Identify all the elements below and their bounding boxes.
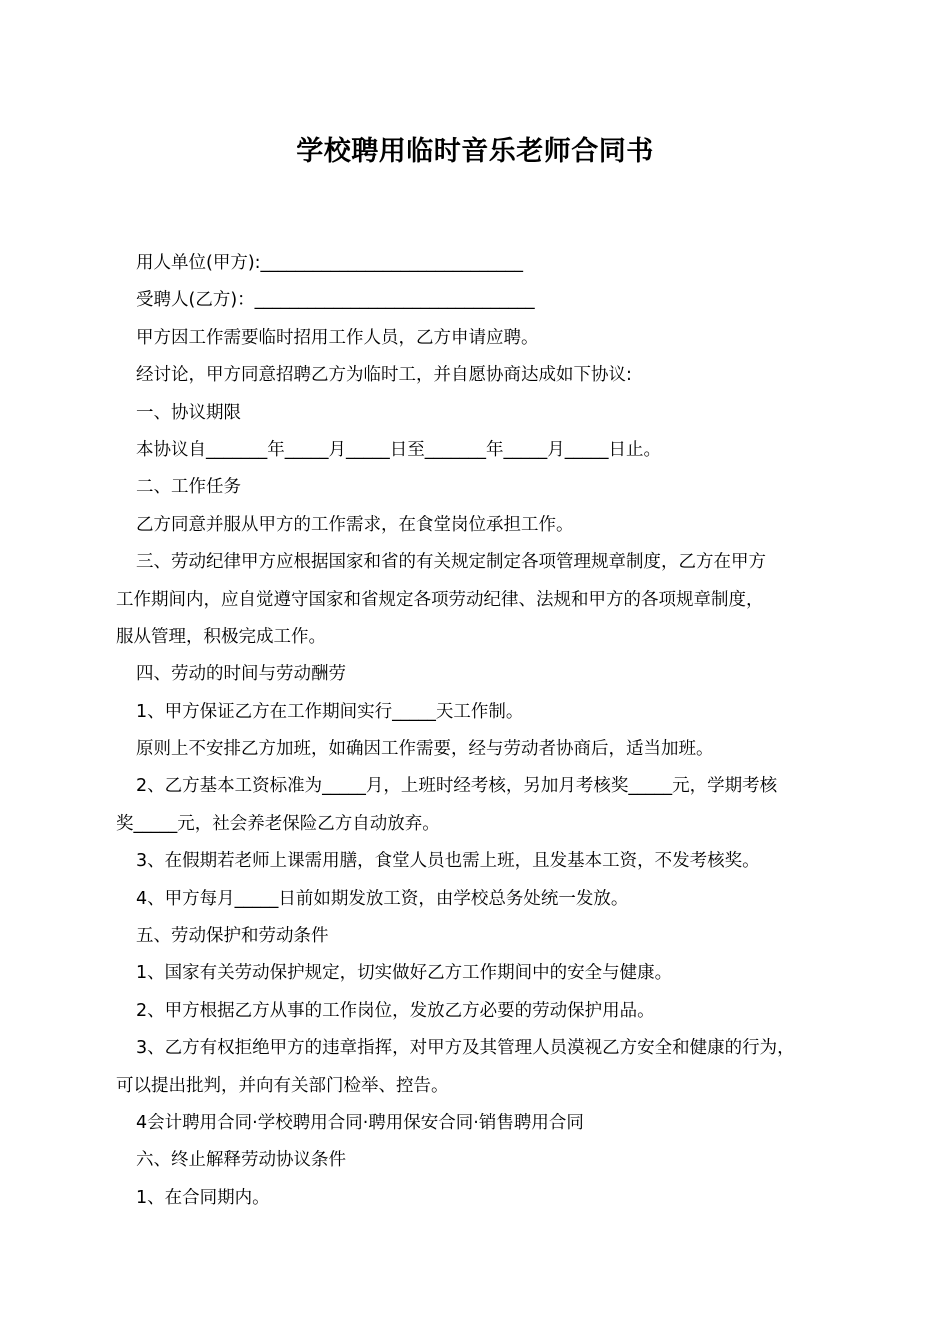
employee-line: 受聘人(乙方)：________________________________ — [136, 290, 535, 311]
paragraph: 乙方同意并服从甲方的工作需求，在食堂岗位承担工作。 — [136, 514, 574, 535]
paragraph: 甲方因工作需要临时招用工作人员，乙方申请应聘。 — [136, 327, 539, 348]
list-item: 3、乙方有权拒绝甲方的违章指挥，对甲方及其管理人员漠视乙方安全和健康的行为， — [136, 1038, 795, 1059]
document-body — [116, 245, 850, 1217]
section-heading: 六、终止解释劳动协议条件 — [136, 1150, 346, 1171]
related-links-line: 4会计聘用合同·学校聘用合同·聘用保安合同·销售聘用合同 — [136, 1112, 584, 1133]
section-heading: 二、工作任务 — [136, 477, 241, 498]
list-item: 2、乙方基本工资标准为_____月，上班时经考核，另加月考核奖_____元，学期考核 — [136, 776, 778, 797]
list-item: 3、在假期若老师上课需用膳，食堂人员也需上班，且发基本工资，不发考核奖。 — [136, 851, 760, 872]
section-heading: 五、劳动保护和劳动条件 — [136, 926, 329, 947]
list-item: 4、甲方每月_____日前如期发放工资，由学校总务处统一发放。 — [136, 888, 629, 909]
list-item: 1、在合同期内。 — [136, 1187, 270, 1208]
paragraph-continuation: 可以提出批判，并向有关部门检举、控告。 — [116, 1075, 449, 1096]
section-heading: 一、协议期限 — [136, 402, 241, 423]
paragraph-continuation: 工作期间内，应自觉遵守国家和省规定各项劳动纪律、法规和甲方的各项规章制度， — [116, 589, 764, 610]
list-item: 2、甲方根据乙方从事的工作岗位，发放乙方必要的劳动保护用品。 — [136, 1000, 655, 1021]
section-heading: 四、劳动的时间与劳动酬劳 — [136, 664, 346, 685]
paragraph-continuation: 服从管理，积极完成工作。 — [116, 626, 326, 647]
document-title: 学校聘用临时音乐老师合同书 — [296, 136, 654, 167]
section-heading: 三、劳动纪律甲方应根据国家和省的有关规定制定各项管理规章制度，乙方在甲方 — [136, 552, 766, 573]
paragraph: 原则上不安排乙方加班，如确因工作需要，经与劳动者协商后，适当加班。 — [136, 739, 714, 760]
list-item: 1、国家有关劳动保护规定，切实做好乙方工作期间中的安全与健康。 — [136, 963, 673, 984]
paragraph: 本协议自_______年_____月_____日至_______年_____月_____日止。 — [136, 439, 661, 460]
list-item: 1、甲方保证乙方在工作期间实行_____天工作制。 — [136, 701, 524, 722]
paragraph: 经讨论，甲方同意招聘乙方为临时工，并自愿协商达成如下协议: — [136, 365, 632, 386]
employer-line: 用人单位(甲方):______________________________ — [136, 253, 524, 273]
paragraph-continuation: 奖_____元，社会养老保险乙方自动放弃。 — [116, 813, 440, 834]
